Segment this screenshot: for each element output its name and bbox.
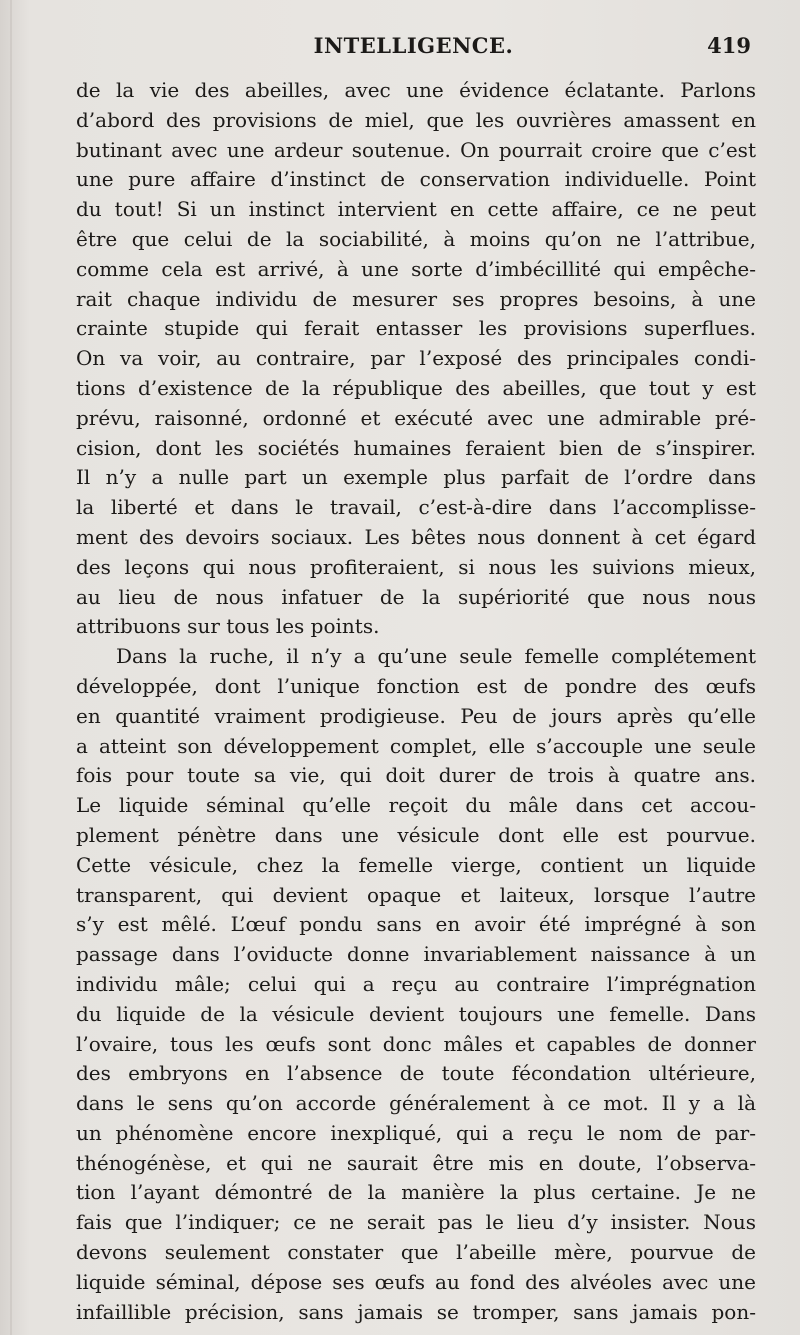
text-line: tion l’ayant démontré de la manière la plus certaine. Je ne [76,1180,756,1205]
text-line: infaillible précision, sans jamais se tromper, sans jamais pon- [76,1299,756,1324]
text-line: d’abord des provisions de miel, que les ouvrières amassent en [76,107,756,132]
page-number: 419 [707,33,751,58]
text-line: tions d’existence de la république des abeilles, que tout y est [76,375,756,400]
text-line: butinant avec une ardeur soutenue. On pourrait croire que c’est [76,137,756,162]
text-line: la liberté et dans le travail, c’est-à-dire dans l’accomplisse- [76,495,756,520]
text-line: comme cela est arrivé, à une sorte d’imbécillité qui empêche- [76,256,756,281]
text-line: cision, dont les sociétés humaines feraient bien de s’inspirer. [76,435,756,460]
text-line: prévu, raisonné, ordonné et exécuté avec une admirable pré- [76,405,756,430]
text-line: liquide séminal, dépose ses œufs au fond des alvéoles avec une [76,1269,756,1294]
text-line: devons seulement constater que l’abeille mère, pourvue de [76,1240,756,1265]
text-line: Dans la ruche, il n’y a qu’une seule femelle complétement [116,644,756,669]
text-line: fais que l’indiquer; ce ne serait pas le lieu d’y insister. Nous [76,1210,756,1235]
text-line: passage dans l’oviducte donne invariablement naissance à un [76,942,756,967]
text-line: individu mâle; celui qui a reçu au contraire l’imprégnation [76,971,756,996]
text-line: des embryons en l’absence de toute fécondation ultérieure, [76,1061,756,1086]
text-line: des leçons qui nous profiteraient, si nous les suivions mieux, [76,554,756,579]
text-line: développée, dont l’unique fonction est de pondre des œufs [76,673,756,698]
text-line: Le liquide séminal qu’elle reçoit du mâle dans cet accou- [76,793,756,818]
text-line: attribuons sur tous les points. [76,614,380,639]
text-line: en quantité vraiment prodigieuse. Peu de jours après qu’elle [76,703,756,728]
margin-shadow [10,0,12,1335]
text-line: a atteint son développement complet, elle s’accouple une seule [76,733,756,758]
text-line: au lieu de nous infatuer de la supériorité que nous nous [76,584,756,609]
text-line: un phénomène encore inexpliqué, qui a reçu le nom de par- [76,1120,756,1145]
body-text [76,76,756,1327]
text-line: plement pénètre dans une vésicule dont elle est pourvue. [76,822,756,847]
text-line: fois pour toute sa vie, qui doit durer de trois à quatre ans. [76,763,756,788]
text-line: du liquide de la vésicule devient toujours une femelle. Dans [76,1001,756,1026]
text-line: Cette vésicule, chez la femelle vierge, contient un liquide [76,852,756,877]
text-line: de la vie des abeilles, avec une évidence éclatante. Parlons [76,78,756,102]
running-title: INTELLIGENCE. [313,33,514,58]
text-line: une pure affaire d’instinct de conservation individuelle. Point [76,167,756,192]
text-line: être que celui de la sociabilité, à moins qu’on ne l’attribue, [76,226,756,251]
text-line: Il n’y a nulle part un exemple plus parfait de l’ordre dans [76,465,756,490]
text-line: s’y est mêlé. L’œuf pondu sans en avoir été imprégné à son [76,912,756,937]
page-header [76,30,751,62]
text-line: l’ovaire, tous les œufs sont donc mâles et capables de donner [76,1031,756,1056]
text-line: du tout! Si un instinct intervient en cette affaire, ce ne peut [76,197,756,222]
text-line: transparent, qui devient opaque et laiteux, lorsque l’autre [76,882,756,907]
text-line: rait chaque individu de mesurer ses propres besoins, à une [76,286,756,311]
text-line: dans le sens qu’on accorde généralement à ce mot. Il y a là [76,1091,756,1116]
text-line: thénogénèse, et qui ne saurait être mis en doute, l’observa- [76,1150,756,1175]
paragraph [76,642,756,1327]
text-line: On va voir, au contraire, par l’exposé des principales condi- [76,346,756,371]
text-line: ment des devoirs sociaux. Les bêtes nous donnent à cet égard [76,524,756,549]
text-line: crainte stupide qui ferait entasser les provisions superflues. [76,316,756,341]
paragraph [76,76,756,642]
